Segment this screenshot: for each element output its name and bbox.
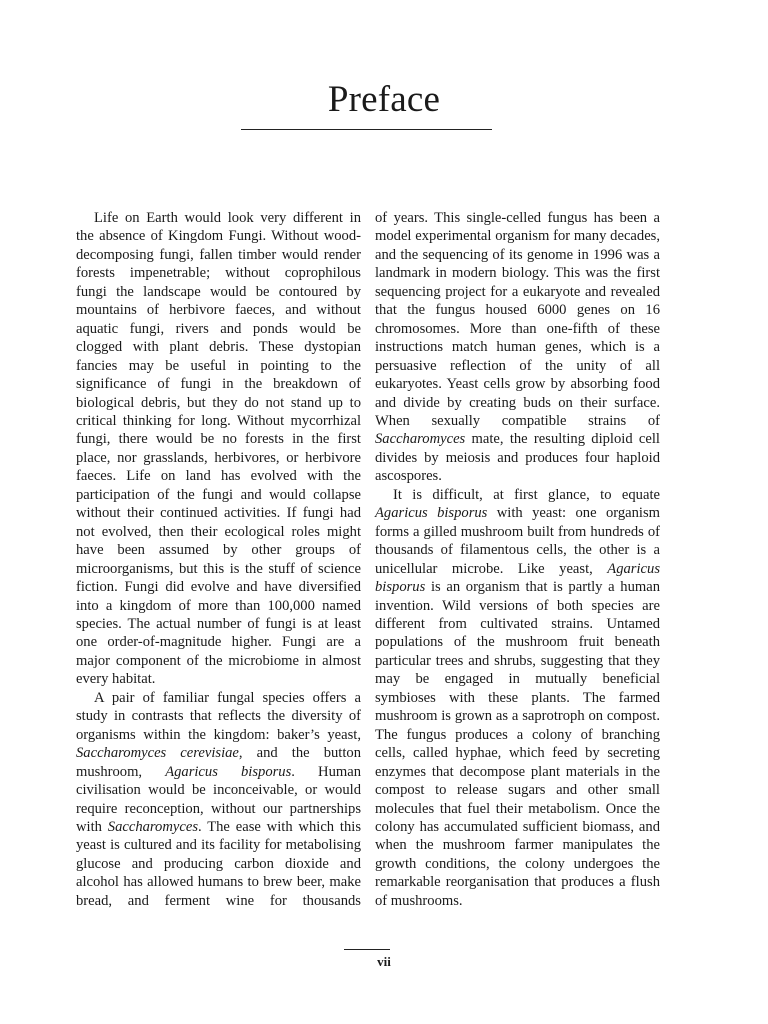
page-number: vii <box>377 954 391 969</box>
text-run: . Human civilisation would be inconceivable, or would require reconception, without our partnerships with <box>76 763 361 835</box>
paragraph-2 <box>76 689 361 910</box>
text-run: . The ease with which this yeast is cultured and its facility for metabolising glucose and producing carbon dioxide and alcohol has allowed humans to brew beer, make bread, and ferment wine for thousands <box>76 818 362 909</box>
page-title: Preface <box>327 79 441 120</box>
paragraph-1: Life on Earth would look very different in the absence of Kingdom Fungi. Without wood-decomposing fungi, fallen timber would render forests impenetrable; without coprophilous fungi the landscape would be contoured by mountains of herbivore faeces, and without aquatic fungi, rivers and ponds would be clogged with plant debris. These dystopian fancies may be useful in pointing to the significance of fungi in the breakdown of biological debris, but they do not stand up to critical thinking for long. Without mycorrhizal fungi, there would be no forests in the first place, nor grasslands, herbivores, or herbivore faeces. Life on land has evolved with the participation of the fungi and would collapse without their continued activities. If fungi had not evolved, then their ecological roles might have been assumed by other groups of microorganisms, but this is the stuff of science fiction. Fungi did evolve and have diversified into a kingdom of more than 100,000 named species. The actual number of fungi is at least one order-of-magnitude higher. Fungi are a major component of the microbiome in almost every habitat. <box>76 210 361 688</box>
text-run: It is difficult, at first glance, to equate <box>393 486 660 503</box>
text-run: mate, the resulting diploid cell divides by meiosis and produces four haploid ascospores. <box>375 431 660 485</box>
species-name: Saccharomyces cerevisiae <box>76 745 239 762</box>
genus-name: Saccharomyces <box>375 431 466 448</box>
text-run: with yeast: one organism forms a gilled mushroom built from hundreds of thousands of filamentous cells, the other is a unicellular microbe. Like yeast, <box>375 505 660 577</box>
folio-rule <box>344 949 390 950</box>
text-run: A pair of familiar fungal species offers a study in contrasts that reflects the diversity of organisms within the kingdom: baker’s yeast, <box>76 689 361 743</box>
text-run: is an organism that is partly a human invention. Wild versions of both species are different from cultivated strains. Untamed populations of the mushroom fruit beneath particular trees and shrubs, suggesting that they may be engaged in mutually beneficial symbioses with these plants. The farmed mushroom is grown as a saprotroph on compost. The fungus produces a colony of branching cells, called hyphae, which feed by secreting enzymes that decompose plant materials in the compost to release sugars and other small molecules that fuel their metabolism. Once the colony has accumulated sufficient biomass, and when the mushroom farmer manipulates the growth conditions, the colony undergoes the remarkable reorganisation that produces a flush of mushrooms. <box>375 579 660 909</box>
species-name: Agaricus bisporus <box>375 560 660 596</box>
paragraph-3 <box>375 486 660 910</box>
genus-name: Saccharomyces <box>107 818 199 835</box>
paragraph-2-continued <box>375 209 660 486</box>
text-run: of years. This single-celled fungus has been a model experimental organism for many decades, and the sequencing of its genome in 1996 was a landmark in modern biology. This was the first sequencing project for a eukaryote and revealed that the fungus housed 6000 genes on 16 chromosomes. More than one-fifth of these instructions match human genes, which is a persuasive reflection of the unity of all eukaryotes. Yeast cells grow by absorbing food and divide by creating buds on their surface. When sexually compatible strains of <box>375 210 660 429</box>
species-name: Agaricus bisporus <box>375 505 488 522</box>
left-column <box>76 209 361 910</box>
right-column <box>375 209 660 910</box>
text-run: , and the button mushroom, <box>76 745 361 780</box>
species-name: Agaricus bisporus <box>165 763 292 780</box>
title-underline <box>241 129 492 130</box>
